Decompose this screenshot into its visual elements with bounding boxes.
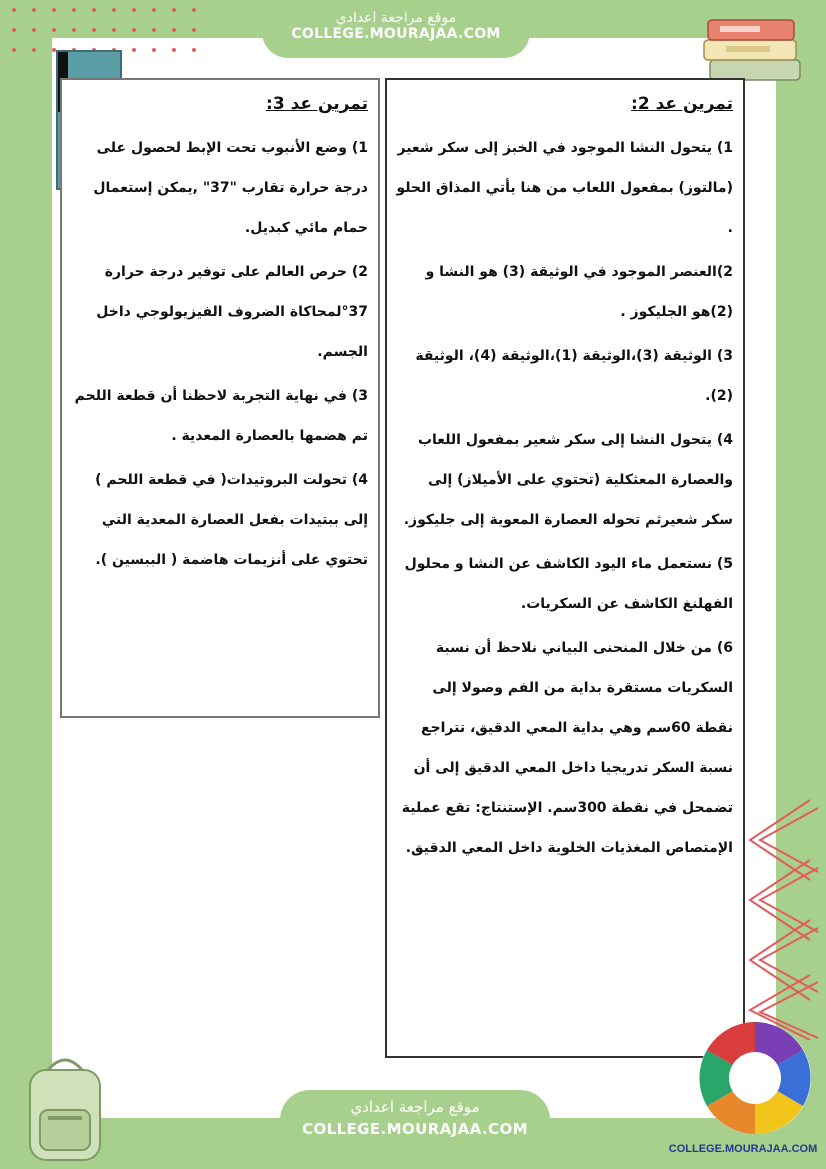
exercise-3-item: 4) تحولت البروتيدات( في قطعة اللحم ) إلى ببتيدات بفعل العصارة المعدية التي تحتوي على أنزيمات هاضمة ( الببسين ). [95,472,368,568]
exercise-2-item: 4) يتحول النشا إلى سكر شعير بمفعول اللعاب والعصارة المعثكلية (تحتوي على الأميلاز) إلى سكر شعيرثم تحوله العصارة المعوية إلى جليكوز. [403,432,733,528]
logo-label[interactable]: COLLEGE.MOURAJAA.COM [668,1143,818,1155]
footer-site-name: موقع مراجعة اعدادي [350,1098,480,1116]
subjects-wheel-icon [695,1018,815,1138]
exercise-3-item: 1) وضع الأنبوب تحت الإبط لحصول على درجة حرارة تقارب "37" ,يمكن إستعمال حمام مائي كبديل. [93,140,368,236]
exercise-3-item: 3) في نهاية التجربة لاحظنا أن قطعة اللحم تم هضمها بالعصارة المعدية . [74,388,368,444]
exercise-3-item: 2) حرص العالم على توفير درجة حرارة 37°لمحاكاة الضروف الفيزيولوجي داخل الجسم. [96,264,368,360]
header-site-url[interactable]: COLLEGE.MOURAJAA.COM [291,26,501,42]
footer-banner [280,1090,550,1169]
exercise-2-item: 2)العنصر الموجود في الوثيقة (3) هو النشا و (2)هو الجليكوز . [425,264,733,320]
header-banner [262,6,530,58]
backpack-icon [8,1050,118,1165]
exercise-2-item: 6) من خلال المنحنى البياني نلاحظ أن نسبة السكريات مستقرة بداية من الفم وصولا إلى نقطة 60سم وهي بداية المعي الدقيق، تتراجع نسبة السكر تدريجيا داخل المعي الدقيق إلى أن تضمحل في نقطة 300سم. الإستنتاج: تقع عملية الإمتصاص المغذيات الخلوية داخل المعي الدقيق. [401,640,733,856]
chevron-decoration-icon [730,790,820,1040]
exercise-2-item: 5) نستعمل ماء اليود الكاشف عن النشا و محلول الفهلنغ الكاشف عن السكريات. [404,556,733,612]
exercise-3-box [60,78,380,718]
exercise-2-item: 1) يتحول النشا الموجود في الخبز إلى سكر شعير (مالتوز) بمفعول اللعاب من هنا يأتي المذاق الحلو . [396,140,733,236]
exercise-2-box [385,78,745,1058]
exercise-2-item: 3) الوثيقة (3)،الوثيقة (1)،الوثيقة (4)، الوثيقة (2). [415,348,733,404]
header-site-name: موقع مراجعة اعدادي [335,10,457,26]
exercise-2-title: تمرين عد 2: [631,94,733,114]
exercise-3-title: تمرين عد 3: [266,94,368,114]
footer-site-url[interactable]: COLLEGE.MOURAJAA.COM [302,1120,528,1138]
